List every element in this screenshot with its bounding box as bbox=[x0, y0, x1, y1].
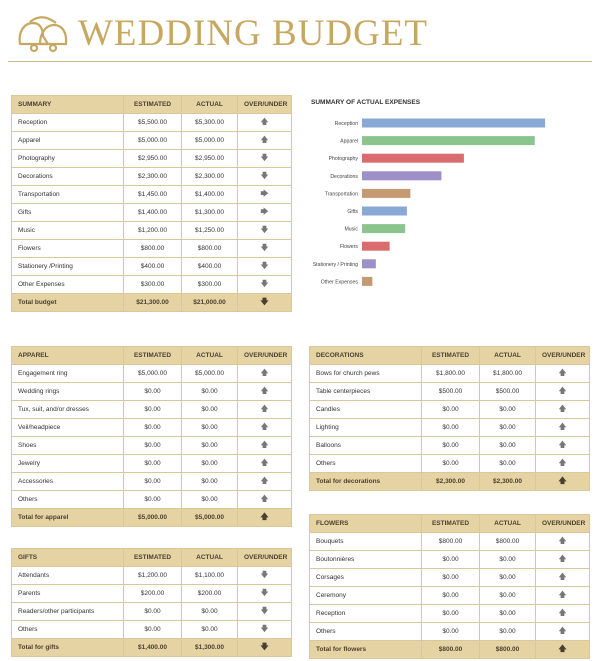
total-row bbox=[12, 509, 292, 527]
estimated-value: $800.00 bbox=[422, 641, 480, 659]
estimated-value: $0.00 bbox=[124, 437, 182, 455]
actual-value: $0.00 bbox=[480, 587, 536, 605]
arrow-up-icon: 🡅 bbox=[238, 365, 292, 383]
table-row bbox=[12, 150, 292, 168]
estimated-value: $1,800.00 bbox=[422, 365, 480, 383]
actual-value: $0.00 bbox=[480, 623, 536, 641]
category-label: Transportation bbox=[324, 191, 358, 198]
row-label: Lighting bbox=[310, 419, 422, 437]
arrow-down-icon: 🡇 bbox=[238, 222, 292, 240]
row-label: Boutonnières bbox=[310, 551, 422, 569]
row-label: Ceremony bbox=[310, 587, 422, 605]
arrow-down-icon: 🡇 bbox=[238, 585, 292, 603]
arrow-up-icon: 🡅 bbox=[238, 383, 292, 401]
row-label: Total for apparel bbox=[12, 509, 124, 527]
section-title: SUMMARY bbox=[12, 96, 124, 114]
table-row bbox=[12, 186, 292, 204]
estimated-value: $0.00 bbox=[124, 383, 182, 401]
estimated-value: $1,200.00 bbox=[124, 222, 182, 240]
row-label: Total for decorations bbox=[310, 473, 422, 491]
arrow-up-icon: 🡅 bbox=[536, 365, 590, 383]
actual-value: $0.00 bbox=[182, 401, 238, 419]
arrow-up-icon: 🡅 bbox=[238, 455, 292, 473]
actual-value: $1,300.00 bbox=[182, 639, 238, 657]
actual-value: $800.00 bbox=[182, 240, 238, 258]
table-row bbox=[12, 437, 292, 455]
row-label: Other Expenses bbox=[12, 276, 124, 294]
row-label: Veil/headpiece bbox=[12, 419, 124, 437]
table-row bbox=[12, 240, 292, 258]
category-label: Photography bbox=[328, 156, 358, 163]
table-row bbox=[12, 473, 292, 491]
row-label: Decorations bbox=[12, 168, 124, 186]
actual-header: ACTUAL bbox=[182, 347, 238, 365]
arrow-up-icon: 🡅 bbox=[536, 641, 590, 659]
row-label: Reception bbox=[310, 605, 422, 623]
arrow-right-icon: 🡆 bbox=[238, 204, 292, 222]
actual-value: $5,300.00 bbox=[182, 114, 238, 132]
arrow-up-icon: 🡅 bbox=[536, 587, 590, 605]
arrow-down-icon: 🡇 bbox=[238, 603, 292, 621]
estimated-value: $2,300.00 bbox=[124, 168, 182, 186]
actual-value: $0.00 bbox=[182, 603, 238, 621]
arrow-up-icon: 🡅 bbox=[536, 437, 590, 455]
actual-header: ACTUAL bbox=[480, 347, 536, 365]
category-label: Gifts bbox=[347, 209, 358, 215]
estimated-value: $0.00 bbox=[422, 419, 480, 437]
estimated-value: $0.00 bbox=[124, 455, 182, 473]
arrow-up-icon: 🡅 bbox=[238, 132, 292, 150]
bar-reception bbox=[362, 119, 545, 128]
estimated-value: $0.00 bbox=[124, 603, 182, 621]
actual-value: $1,800.00 bbox=[480, 365, 536, 383]
estimated-value: $5,000.00 bbox=[124, 132, 182, 150]
category-label: Flowers bbox=[339, 244, 358, 251]
estimated-value: $0.00 bbox=[422, 401, 480, 419]
total-row bbox=[310, 641, 590, 659]
estimated-value: $21,300.00 bbox=[124, 294, 182, 312]
total-row bbox=[12, 294, 292, 312]
row-label: Transportation bbox=[12, 186, 124, 204]
arrow-up-icon: 🡅 bbox=[536, 401, 590, 419]
actual-value: $5,000.00 bbox=[182, 509, 238, 527]
actual-value: $0.00 bbox=[480, 401, 536, 419]
row-label: Accessories bbox=[12, 473, 124, 491]
table-row bbox=[12, 585, 292, 603]
table-row bbox=[310, 401, 590, 419]
row-label: Bows for church pews bbox=[310, 365, 422, 383]
estimated-value: $400.00 bbox=[124, 258, 182, 276]
actual-value: $0.00 bbox=[182, 383, 238, 401]
actual-header: ACTUAL bbox=[480, 515, 536, 533]
actual-value: $5,000.00 bbox=[182, 365, 238, 383]
estimated-value: $0.00 bbox=[422, 587, 480, 605]
actual-value: $0.00 bbox=[182, 437, 238, 455]
bar-photography bbox=[362, 154, 464, 163]
actual-value: $1,300.00 bbox=[182, 204, 238, 222]
arrow-up-icon: 🡅 bbox=[238, 491, 292, 509]
row-label: Readers/other participants bbox=[12, 603, 124, 621]
estimated-value: $0.00 bbox=[124, 419, 182, 437]
row-label: Apparel bbox=[12, 132, 124, 150]
arrow-down-icon: 🡇 bbox=[238, 168, 292, 186]
arrow-up-icon: 🡅 bbox=[536, 605, 590, 623]
estimated-header: ESTIMATED bbox=[422, 347, 480, 365]
estimated-value: $2,950.00 bbox=[124, 150, 182, 168]
section-title: APPAREL bbox=[12, 347, 124, 365]
actual-expenses-bar-chart bbox=[300, 112, 590, 302]
row-label: Shoes bbox=[12, 437, 124, 455]
table-row bbox=[12, 491, 292, 509]
over-under-header: OVER/UNDER bbox=[536, 515, 590, 533]
table-row bbox=[12, 603, 292, 621]
bar-flowers bbox=[362, 242, 390, 251]
bar-gifts bbox=[362, 207, 407, 216]
over-under-header: OVER/UNDER bbox=[238, 549, 292, 567]
arrow-up-icon: 🡅 bbox=[238, 509, 292, 527]
table-row bbox=[310, 533, 590, 551]
actual-value: $0.00 bbox=[182, 419, 238, 437]
bar-music bbox=[362, 224, 405, 233]
arrow-down-icon: 🡇 bbox=[238, 276, 292, 294]
total-row bbox=[310, 473, 590, 491]
chart-title: SUMMARY OF ACTUAL EXPENSES bbox=[311, 99, 421, 106]
table-row bbox=[12, 204, 292, 222]
arrow-up-icon: 🡅 bbox=[536, 533, 590, 551]
actual-value: $400.00 bbox=[182, 258, 238, 276]
category-label: Stationery / Printing bbox=[312, 261, 358, 268]
table-row bbox=[12, 567, 292, 585]
row-label: Others bbox=[310, 455, 422, 473]
actual-value: $2,950.00 bbox=[182, 150, 238, 168]
table-row bbox=[12, 276, 292, 294]
estimated-value: $1,450.00 bbox=[124, 186, 182, 204]
actual-value: $0.00 bbox=[182, 455, 238, 473]
row-label: Candles bbox=[310, 401, 422, 419]
row-label: Total for gifts bbox=[12, 639, 124, 657]
estimated-value: $800.00 bbox=[124, 240, 182, 258]
row-label: Total budget bbox=[12, 294, 124, 312]
table-row bbox=[310, 383, 590, 401]
arrow-up-icon: 🡅 bbox=[536, 383, 590, 401]
actual-value: $0.00 bbox=[480, 419, 536, 437]
row-label: Balloons bbox=[310, 437, 422, 455]
actual-value: $1,100.00 bbox=[182, 567, 238, 585]
section-title: DECORATIONS bbox=[310, 347, 422, 365]
estimated-header: ESTIMATED bbox=[124, 549, 182, 567]
table-row bbox=[310, 605, 590, 623]
estimated-value: $0.00 bbox=[124, 491, 182, 509]
row-label: Table centerpieces bbox=[310, 383, 422, 401]
category-label: Apparel bbox=[340, 138, 358, 145]
table-row bbox=[310, 569, 590, 587]
row-label: Reception bbox=[12, 114, 124, 132]
table-row bbox=[12, 114, 292, 132]
bar-stationery-printing bbox=[362, 259, 376, 268]
arrow-up-icon: 🡅 bbox=[238, 473, 292, 491]
arrow-right-icon: 🡆 bbox=[238, 186, 292, 204]
arrow-down-icon: 🡇 bbox=[238, 150, 292, 168]
flowers-table bbox=[309, 514, 590, 659]
arrow-up-icon: 🡅 bbox=[238, 437, 292, 455]
gifts-table bbox=[11, 548, 292, 657]
table-row bbox=[310, 455, 590, 473]
estimated-value: $0.00 bbox=[422, 623, 480, 641]
section-title: GIFTS bbox=[12, 549, 124, 567]
table-header-row bbox=[310, 347, 590, 365]
arrow-down-icon: 🡇 bbox=[238, 639, 292, 657]
apparel-table bbox=[11, 346, 292, 527]
category-label: Reception bbox=[334, 121, 358, 127]
estimated-value: $0.00 bbox=[124, 473, 182, 491]
arrow-up-icon: 🡅 bbox=[238, 419, 292, 437]
arrow-up-icon: 🡅 bbox=[238, 401, 292, 419]
table-row bbox=[12, 419, 292, 437]
section-title: FLOWERS bbox=[310, 515, 422, 533]
bar-other-expenses bbox=[362, 277, 372, 286]
row-label: Photography bbox=[12, 150, 124, 168]
actual-value: $21,000.00 bbox=[182, 294, 238, 312]
table-row bbox=[12, 365, 292, 383]
total-row bbox=[12, 639, 292, 657]
table-header-row bbox=[310, 515, 590, 533]
estimated-value: $0.00 bbox=[422, 569, 480, 587]
bar-apparel bbox=[362, 136, 535, 145]
estimated-value: $0.00 bbox=[124, 401, 182, 419]
estimated-value: $500.00 bbox=[422, 383, 480, 401]
row-label: Others bbox=[310, 623, 422, 641]
row-label: Others bbox=[12, 491, 124, 509]
table-row bbox=[12, 621, 292, 639]
actual-value: $1,400.00 bbox=[182, 186, 238, 204]
table-row bbox=[12, 258, 292, 276]
table-header-row bbox=[12, 549, 292, 567]
table-row bbox=[12, 132, 292, 150]
row-label: Wedding rings bbox=[12, 383, 124, 401]
estimated-value: $0.00 bbox=[422, 455, 480, 473]
actual-value: $300.00 bbox=[182, 276, 238, 294]
row-label: Music bbox=[12, 222, 124, 240]
arrow-down-icon: 🡇 bbox=[238, 294, 292, 312]
actual-value: $0.00 bbox=[480, 437, 536, 455]
over-under-header: OVER/UNDER bbox=[238, 96, 292, 114]
wedding-bells-icon bbox=[12, 14, 74, 54]
actual-value: $0.00 bbox=[182, 491, 238, 509]
estimated-header: ESTIMATED bbox=[422, 515, 480, 533]
row-label: Total for flowers bbox=[310, 641, 422, 659]
arrow-up-icon: 🡅 bbox=[536, 551, 590, 569]
table-row bbox=[310, 623, 590, 641]
category-label: Music bbox=[344, 226, 358, 233]
actual-value: $0.00 bbox=[182, 621, 238, 639]
actual-value: $800.00 bbox=[480, 533, 536, 551]
estimated-value: $0.00 bbox=[422, 605, 480, 623]
table-row bbox=[12, 168, 292, 186]
actual-value: $0.00 bbox=[480, 551, 536, 569]
estimated-value: $300.00 bbox=[124, 276, 182, 294]
actual-header: ACTUAL bbox=[182, 549, 238, 567]
actual-value: $500.00 bbox=[480, 383, 536, 401]
estimated-value: $0.00 bbox=[422, 551, 480, 569]
row-label: Tux, suit, and/or dresses bbox=[12, 401, 124, 419]
table-row bbox=[12, 222, 292, 240]
page-title: WEDDING BUDGET bbox=[78, 13, 429, 54]
over-under-header: OVER/UNDER bbox=[536, 347, 590, 365]
table-row bbox=[310, 419, 590, 437]
arrow-up-icon: 🡅 bbox=[536, 569, 590, 587]
table-header-row bbox=[12, 96, 292, 114]
arrow-up-icon: 🡅 bbox=[536, 473, 590, 491]
over-under-header: OVER/UNDER bbox=[238, 347, 292, 365]
estimated-value: $1,400.00 bbox=[124, 639, 182, 657]
row-label: Jewelry bbox=[12, 455, 124, 473]
bar-transportation bbox=[362, 189, 410, 198]
header bbox=[0, 0, 600, 64]
actual-header: ACTUAL bbox=[182, 96, 238, 114]
actual-value: $200.00 bbox=[182, 585, 238, 603]
row-label: Corsages bbox=[310, 569, 422, 587]
row-label: Engagement ring bbox=[12, 365, 124, 383]
estimated-value: $2,300.00 bbox=[422, 473, 480, 491]
table-header-row bbox=[12, 347, 292, 365]
header-divider bbox=[8, 61, 592, 62]
estimated-value: $5,000.00 bbox=[124, 365, 182, 383]
table-row bbox=[310, 551, 590, 569]
actual-value: $1,250.00 bbox=[182, 222, 238, 240]
estimated-value: $200.00 bbox=[124, 585, 182, 603]
table-row bbox=[310, 437, 590, 455]
summary-table bbox=[11, 95, 292, 312]
table-row bbox=[310, 587, 590, 605]
actual-value: $0.00 bbox=[480, 605, 536, 623]
actual-value: $5,000.00 bbox=[182, 132, 238, 150]
actual-value: $0.00 bbox=[480, 569, 536, 587]
arrow-up-icon: 🡅 bbox=[536, 419, 590, 437]
estimated-value: $0.00 bbox=[422, 437, 480, 455]
actual-value: $2,300.00 bbox=[182, 168, 238, 186]
row-label: Others bbox=[12, 621, 124, 639]
estimated-value: $5,000.00 bbox=[124, 509, 182, 527]
estimated-value: $1,200.00 bbox=[124, 567, 182, 585]
estimated-value: $0.00 bbox=[124, 621, 182, 639]
actual-value: $0.00 bbox=[182, 473, 238, 491]
estimated-value: $5,500.00 bbox=[124, 114, 182, 132]
decorations-table bbox=[309, 346, 590, 491]
arrow-down-icon: 🡇 bbox=[238, 240, 292, 258]
row-label: Bouquets bbox=[310, 533, 422, 551]
arrow-down-icon: 🡇 bbox=[238, 621, 292, 639]
table-row bbox=[12, 455, 292, 473]
category-label: Decorations bbox=[330, 173, 358, 180]
category-label: Other Expenses bbox=[320, 279, 358, 286]
estimated-value: $1,400.00 bbox=[124, 204, 182, 222]
row-label: Gifts bbox=[12, 204, 124, 222]
arrow-down-icon: 🡇 bbox=[238, 258, 292, 276]
row-label: Attendants bbox=[12, 567, 124, 585]
actual-value: $800.00 bbox=[480, 641, 536, 659]
arrow-up-icon: 🡅 bbox=[238, 114, 292, 132]
actual-value: $2,300.00 bbox=[480, 473, 536, 491]
bar-decorations bbox=[362, 171, 441, 180]
arrow-up-icon: 🡅 bbox=[536, 623, 590, 641]
table-row bbox=[12, 383, 292, 401]
table-row bbox=[12, 401, 292, 419]
row-label: Stationery /Printing bbox=[12, 258, 124, 276]
table-row bbox=[310, 365, 590, 383]
estimated-header: ESTIMATED bbox=[124, 347, 182, 365]
estimated-value: $800.00 bbox=[422, 533, 480, 551]
arrow-up-icon: 🡅 bbox=[536, 455, 590, 473]
actual-value: $0.00 bbox=[480, 455, 536, 473]
row-label: Flowers bbox=[12, 240, 124, 258]
row-label: Parents bbox=[12, 585, 124, 603]
estimated-header: ESTIMATED bbox=[124, 96, 182, 114]
arrow-down-icon: 🡇 bbox=[238, 567, 292, 585]
